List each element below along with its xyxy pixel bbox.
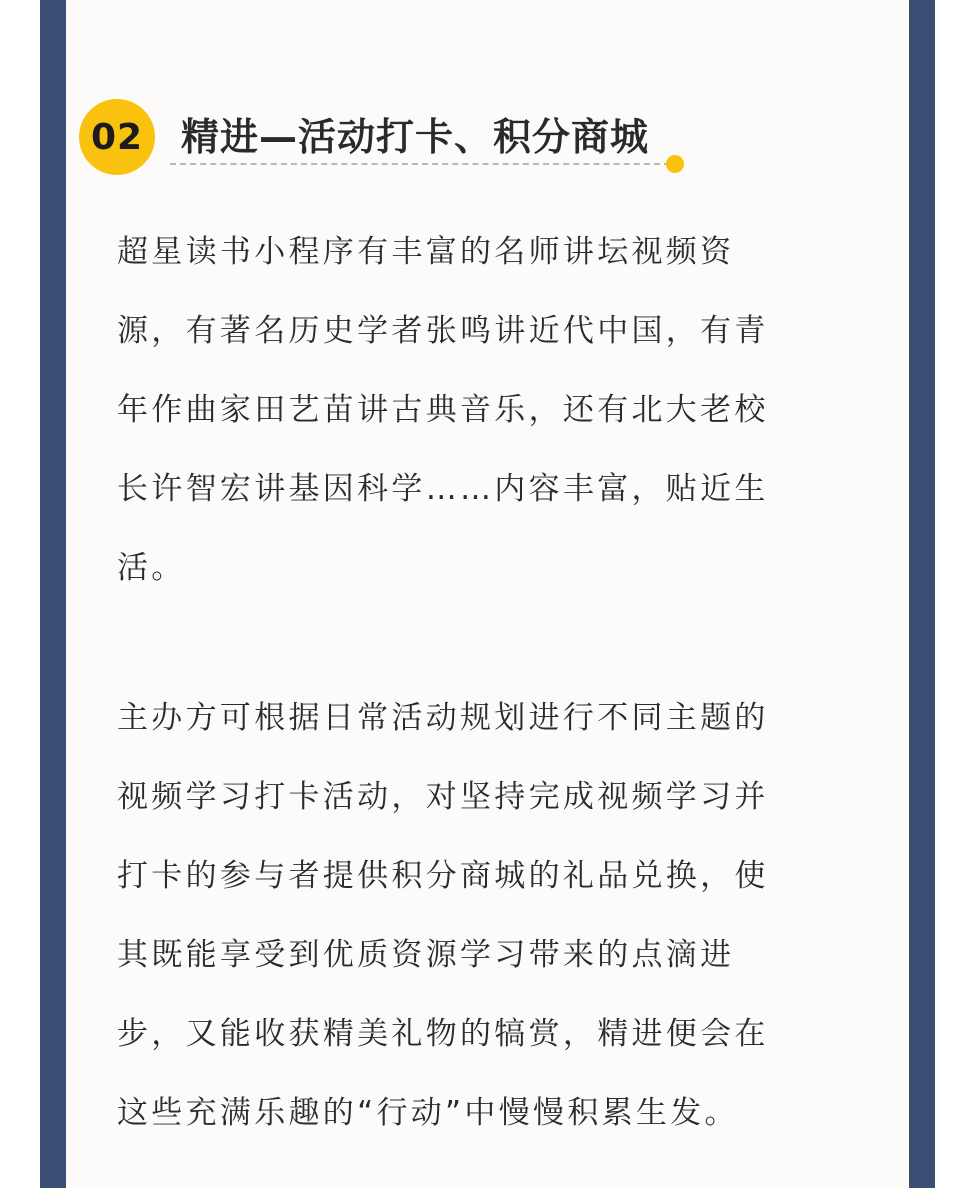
paragraph-line: 这些充满乐趣的“行动”中慢慢积累生发。 <box>117 1095 739 1131</box>
section-number-badge <box>79 99 155 175</box>
paragraph-line: 主办方可根据日常活动规划进行不同主题的 <box>117 700 769 736</box>
paragraph-1 <box>117 213 857 608</box>
title-underline-dashed <box>170 163 670 165</box>
underline-end-dot <box>666 155 684 173</box>
paragraph-2 <box>117 679 857 1153</box>
paragraph-line: 年作曲家田艺苗讲古典音乐，还有北大老校 <box>117 392 769 428</box>
paragraph-line: 长许智宏讲基因科学……内容丰富，贴近生 <box>117 471 769 507</box>
right-border-bar <box>909 0 935 1188</box>
left-border-bar <box>40 0 66 1188</box>
paragraph-line: 源，有著名历史学者张鸣讲近代中国，有青 <box>117 313 769 349</box>
paragraph-line: 活。 <box>117 550 186 586</box>
paragraph-line: 超星读书小程序有丰富的名师讲坛视频资 <box>117 234 735 270</box>
paragraph-line: 步，又能收获精美礼物的犒赏，精进便会在 <box>117 1016 769 1052</box>
paragraph-line: 视频学习打卡活动，对坚持完成视频学习并 <box>117 779 769 815</box>
section-number: 02 <box>90 116 144 158</box>
section-title: 精进—活动打卡、积分商城 <box>181 115 650 159</box>
paragraph-line: 打卡的参与者提供积分商城的礼品兑换，使 <box>117 858 769 894</box>
paragraph-line: 其既能享受到优质资源学习带来的点滴进 <box>117 937 735 973</box>
